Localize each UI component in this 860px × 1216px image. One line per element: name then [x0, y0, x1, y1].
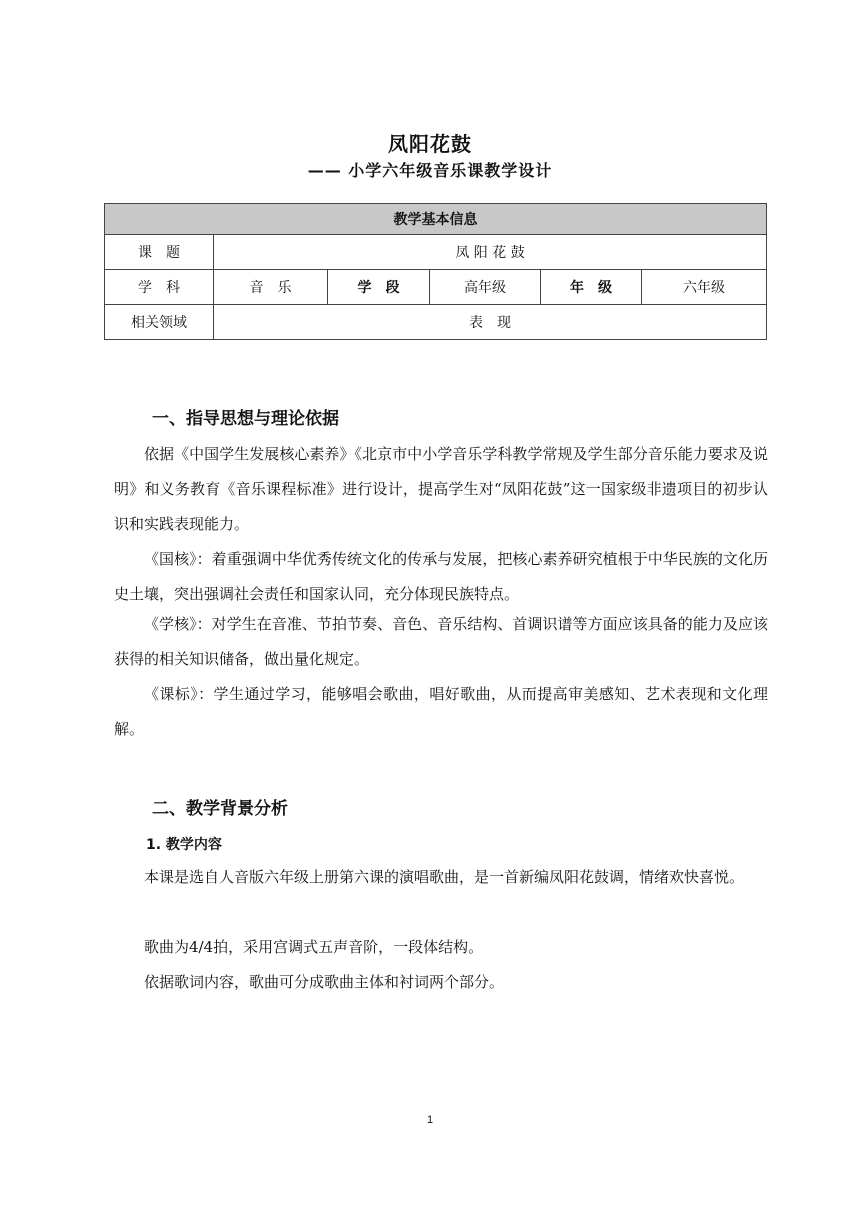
page-number: 1: [426, 1114, 434, 1126]
section2-paragraph: 依据歌词内容，歌曲可分成歌曲主体和衬词两个部分。: [144, 973, 505, 991]
topic-label: 课 题: [105, 235, 214, 270]
grade-label: 年 级: [541, 270, 642, 305]
grade-value: 六年级: [642, 270, 767, 305]
stage-value: 高年级: [430, 270, 541, 305]
topic-value: 凤 阳 花 鼓: [214, 235, 767, 270]
section1-paragraph: 《国核》：着重强调中华优秀传统文化的传承与发展，把核心素养研究植根于中华民族的文化历史土壤，突出强调社会责任和国家认同，充分体现民族特点。: [114, 550, 768, 603]
section2-subheading: 1. 教学内容: [146, 837, 222, 853]
document-title: 凤阳花鼓: [388, 132, 472, 156]
section2-paragraph: 歌曲为4/4拍，采用宫调式五声音阶，一段体结构。: [144, 938, 484, 956]
section1-heading: 一、指导思想与理论依据: [152, 409, 339, 429]
subject-value: 音 乐: [214, 270, 328, 305]
section2-heading: 二、教学背景分析: [152, 799, 288, 819]
table-header: 教学基本信息: [105, 204, 767, 235]
section2-paragraph: 本课是选自人音版六年级上册第六课的演唱歌曲，是一首新编凤阳花鼓调，情绪欢快喜悦。: [144, 868, 745, 886]
section1-paragraph: 《学核》：对学生在音准、节拍节奏、音色、音乐结构、首调识谱等方面应该具备的能力及应该获得的相关知识储备，做出量化规定。: [114, 615, 768, 668]
subject-label: 学 科: [105, 270, 214, 305]
section1-paragraph: 《课标》：学生通过学习，能够唱会歌曲，唱好歌曲，从而提高审美感知、艺术表现和文化理解。: [114, 685, 768, 738]
field-value: 表 现: [214, 305, 767, 340]
document-subtitle: —— 小学六年级音乐课教学设计: [307, 161, 553, 180]
field-label: 相关领域: [105, 305, 214, 340]
basic-info-table: [104, 203, 767, 340]
stage-label: 学 段: [328, 270, 430, 305]
section1-paragraph: 依据《中国学生发展核心素养》《北京市中小学音乐学科教学常规及学生部分音乐能力要求及说明》和义务教育《音乐课程标准》进行设计，提高学生对“凤阳花鼓”这一国家级非遗项目的初步认识和实践表现能力。: [114, 445, 768, 533]
